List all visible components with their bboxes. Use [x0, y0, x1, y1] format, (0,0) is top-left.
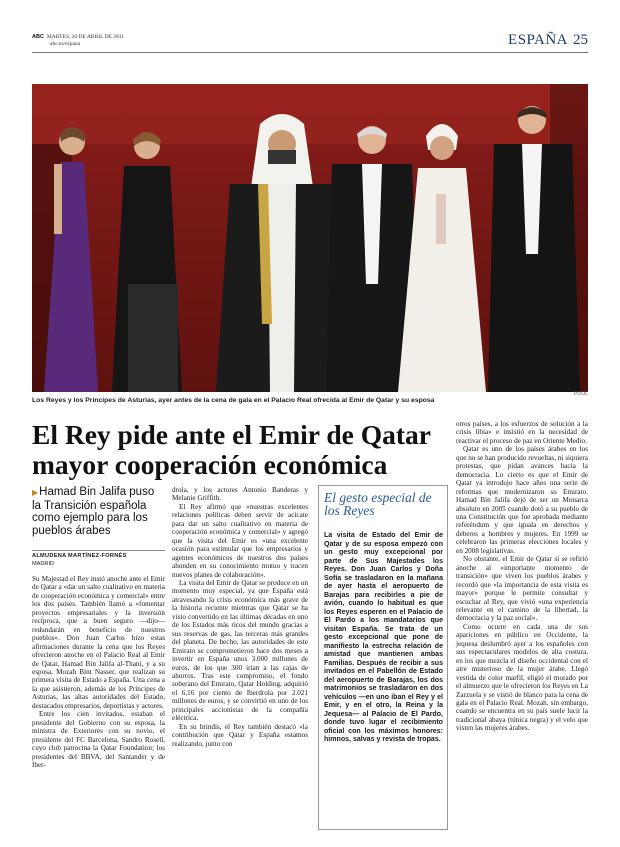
paragraph: otros países, a los esfuerzos de solución a la crisis libia» e insistió en la necesidad de reactivar el proceso de paz en Oriente Medio. — [456, 420, 588, 445]
subhead-text: Hamad Bin Jalifa puso la Transición española como ejemplo para los pueblos árabes — [32, 486, 155, 537]
masthead-info — [32, 34, 124, 48]
sidebar-text — [324, 532, 443, 745]
paragraph: drola, y los actores Antonio Banderas y Melanie Griffith. — [172, 486, 308, 503]
site-url: abc.es/espana — [50, 41, 81, 47]
issue-date: MARTES, 26 DE ABRIL DE 2011 — [46, 34, 125, 40]
byline — [32, 552, 167, 568]
header-rule — [32, 52, 588, 53]
paragraph: En su brindis, el Rey también destacó «la contribución que Qatar y España estamos realizando, junto con — [172, 722, 308, 748]
paragraph: La visita del Emir de Qatar se produce en un momento muy especial, ya que España está atravesando la crisis económica más grave de la historia reciente mientras que Qatar se ha visto convertido en las últimas décadas en uno de los Estados más ricos del mundo gracias a sus reservas de gas, las terceras más grandes del planeta. De hecho, las autoridades de este Emirato se comprometieron hace dos meses a invertir en España unos 3.000 millones de euros, de los que 300 irían a las cajas de ahorros. Tras este compromiso, el fondo soberano del Emirato, Qatar Holding, adquirió el 6,16 por ciento de Iberdrola por 2.021 millones de euros, y se convirtió en uno de los principales accionistas de la compañía eléctrica. — [172, 578, 308, 723]
photo-credit: POOL — [574, 391, 588, 397]
bullet-triangle-icon: ▶ — [32, 488, 39, 497]
dateline: MADRID — [32, 561, 55, 567]
paragraph: El Rey afirmó que «nuestras excelentes relaciones políticas deben servir de acicate para dar un salto cualitativo en materia de cooperación económica y comercial» y agregó que la visita del Emir es «una excelente ocasión para estimular que los empresarios y agentes económicos de nuestros dos países ahonden en su conocimiento mutuo y tracen nuevos planes de colaboración». — [172, 502, 308, 579]
paragraph: Qatar es uno de los países árabes en los que no se han producido revueltas, ni siquiera protestas, que pidan avances hacia la democracia. Lo cierto es que el Emir de Qatar ya introdujo hace años una serie de reformas que modernizaron su Emirato. Hamad Bin Jalifa dejó de ser un Monarca absoluto en 2005 cuando dotó a su pueblo de una Constitución que fue aprobada mediante referéndum y que iguala en derechos y deberes a hombres y mujeres. En 1999 se celebraron las primeras elecciones locales y en 2008 legislativas. — [456, 445, 588, 555]
article-headline: El Rey pide ante el Emir de Qatar mayor cooperación económica — [32, 419, 431, 480]
article-column-2 — [172, 486, 308, 748]
byline-rule — [32, 550, 165, 551]
brand-label: ABC — [32, 34, 44, 40]
section-title: ESPAÑA — [508, 32, 568, 48]
figure-prince — [488, 106, 580, 392]
author-name: ALMUDENA MARTÍNEZ-FORNÉS — [32, 553, 127, 559]
photo-caption: Los Reyes y los Príncipes de Asturias, ayer antes de la cena de gala en el Palacio Real ofrecida al Emir de Qatar y su esposa — [32, 397, 435, 404]
article-subhead — [32, 486, 162, 537]
sidebar-title: El gesto especial de los Reyes — [324, 490, 432, 518]
article-column-4 — [456, 420, 588, 733]
sidebar-paragraph: La visita de Estado del Emir de Qatar y de su esposa empezó con un gesto muy excepcional por parte de Sus Majestades los Reyes. Don Juan Carlos y Doña Sofía se trasladaron en la mañana de ayer hasta el aeropuerto de Barajas para recibirles a pie de avión, cuando lo habitual es que los Reyes esperen en el Palacio de El Pardo a los mandatarios que visitan España. Se trata de un gesto excepcional que pone de manifiesto la estrecha relación de amistad que mantienen ambas Familias. Después de recibir a sus invitados en el Pabellón de Estado del aeropuerto de Barajas, los dos matrimonios se trasladaron en dos vehículos —en uno iban el Rey y el Emir, y en el otro, la Reina y la Jequesa— al Palacio de El Pardo, donde tuvo lugar el recibimiento oficial con los máximos honores: himnos, salvas y revista de tropas. — [324, 532, 443, 743]
page-number: 25 — [573, 32, 588, 48]
main-photo — [32, 84, 588, 392]
article-column-1 — [32, 575, 165, 769]
photo-illustration — [32, 84, 588, 392]
paragraph: No obstante, el Emir de Qatar sí se refirió anoche al «importante momento de transición» que viven los pueblos árabes y recordó que «la importancia de esta visita es mayor» porque le permite consultar y escuchar al Rey, que vivió «una experiencia relevante en el camino de la libertad, la democracia y la paz social». — [456, 555, 588, 623]
paragraph: Como ocurre en cada una de sus apariciones en público en Occidente, la jequesa deslumbró ayer a los españoles con sus espectaculares modelos de alta costura, en los que mezcla el diseño occidental con el aire misterioso de la mujer árabe. Llegó vestida de color marfil, eligió el morado por el almuerzo que le ofrecieron los Reyes en La Zarzuela y se vistió de blanco para la cena de gala en el Palacio Real. Mozah, sin embargo, cuando se encuentra en su país suele lucir la tradicional abaya (túnica negra) y el velo que visten las mujeres árabes. — [456, 622, 588, 733]
paragraph: Entre los cien invitados, estaban el presidente del Gobierno con su esposa, la ministra de Exteriores con su novio, el presidente del FC Barcelona, Sandro Rosell, cuyo club patrocina la Qatar Foundation; los presidentes del BBVA, del Santander y de Iber- — [32, 710, 165, 769]
paragraph: Su Majestad el Rey instó anoche ante el Emir de Qatar a «dar un salto cualitativo en materia de cooperación económica y comercial» entre los dos países. También llamó a «fomentar proyectos empresariales y la inversión recíproca, que a buen seguro —dijo— redundarán en beneficio de nuestros pueblos». Don Juan Carlos hizo estas afirmaciones durante la cena que los Reyes ofrecieron anoche en el Palacio Real al Emir de Qatar, Hamad Bin Jalifa al-Thani, y a su esposa, Mozah Bint Nasser, que realizan su primera visita de Estado a España. Una cena a la que asistieron, además de los Príncipes de Asturias, las altas autoridades del Estado, destacados empresarios, deportistas y actores. — [32, 575, 165, 710]
